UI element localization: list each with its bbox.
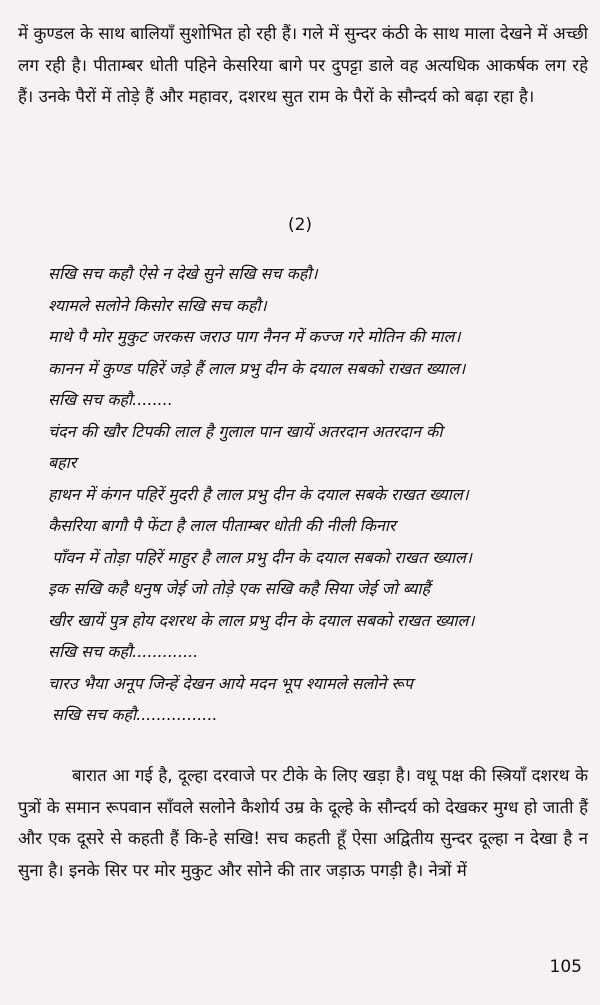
poem-line: सखि सच कहौ............. xyxy=(48,642,199,661)
poem-line: पाँवन में तोड़ा पहिरें माहुर है लाल प्रभु दीन के दयाल सबको राखत ख्याल। xyxy=(52,547,472,567)
poem-line: माथे पै मोर मुकुट जरकस जराउ पाग नैनन में कज्ज गरे मोतिन की माल। xyxy=(48,327,461,346)
poem-line: चंदन की खौर टिपकी लाल है गुलाल पान खायें अतरदान अतरदान की xyxy=(48,421,443,441)
poem-line: सखि सच कहौ........ xyxy=(48,390,173,409)
poem-line: कानन में कुण्ड पहिरें जड़े हैं लाल प्रभु दीन के दयाल सबको राखत ख्याल। xyxy=(48,358,466,378)
bottom-paragraph: बारात आ गई है, दूल्हा दरवाजे पर टीके के लिए खड़ा है। वधू पक्ष की स्त्रियाँ दशरथ के पुत्रों के समान रूपवान साँवले सलोने कैशोर्य उम्र के दूल्हे के सौन्दर्य को देखकर मुग्ध हो जाती हैं और एक दूसरे से कहती हैं कि-हे सखि! सच कहती हूँ ऐसा अद्वितीय सुन्दर दूल्हा न देखा है न सुना है। इनके सिर पर मोर मुकुट और सोने की तार जड़ाऊ पगड़ी है। नेत्रों में xyxy=(18,765,588,881)
poem-line: खीर खायें पुत्र होय दशरथ के लाल प्रभु दीन के दयाल सबको राखत ख्याल। xyxy=(48,610,475,630)
poem-line: सखि सच कहौ................ xyxy=(52,705,218,724)
poem-line: चारउ भैया अनूप जिन्हें देखन आये मदन भूप श्यामले सलोने रूप xyxy=(48,673,413,693)
poem-line: हाथन में कंगन पहिरें मुदरी है लाल प्रभु दीन के दयाल सबके राखत ख्याल। xyxy=(48,484,469,504)
top-paragraph: में कुण्डल के साथ बालियाँ सुशोभित हो रही हैं। गले में सुन्दर कंठी के साथ माला देखने में अच्छी लग रही है। पीताम्बर धोती पहिने केसरिया बागे पर दुपट्टा डाले वह अत्यधिक आकर्षक लग रहे हैं। उनके पैरों में तोड़े हैं और महावर, दशरथ सुत राम के पैरों के सौन्दर्य को बढ़ा रहा है। xyxy=(18,23,588,107)
poem xyxy=(48,258,586,731)
poem-line: श्यामले सलोने किसोर सखि सच कहौ। xyxy=(48,295,267,315)
poem-line: सखि सच कहौ ऐसे न देखे सुने सखि सच कहौ। xyxy=(48,264,318,283)
poem-number: (2) xyxy=(287,215,313,235)
poem-line: इक सखि कहै धनुष जेई जो तोड़े एक सखि कहै सिया जेई जो ब्याहैं xyxy=(48,579,431,598)
page-number: 105 xyxy=(549,957,582,977)
poem-line: कैसरिया बागौ पै फेंटा है लाल पीताम्बर धोती की नीली किनार xyxy=(48,516,396,535)
poem-line: बहार xyxy=(48,453,77,472)
